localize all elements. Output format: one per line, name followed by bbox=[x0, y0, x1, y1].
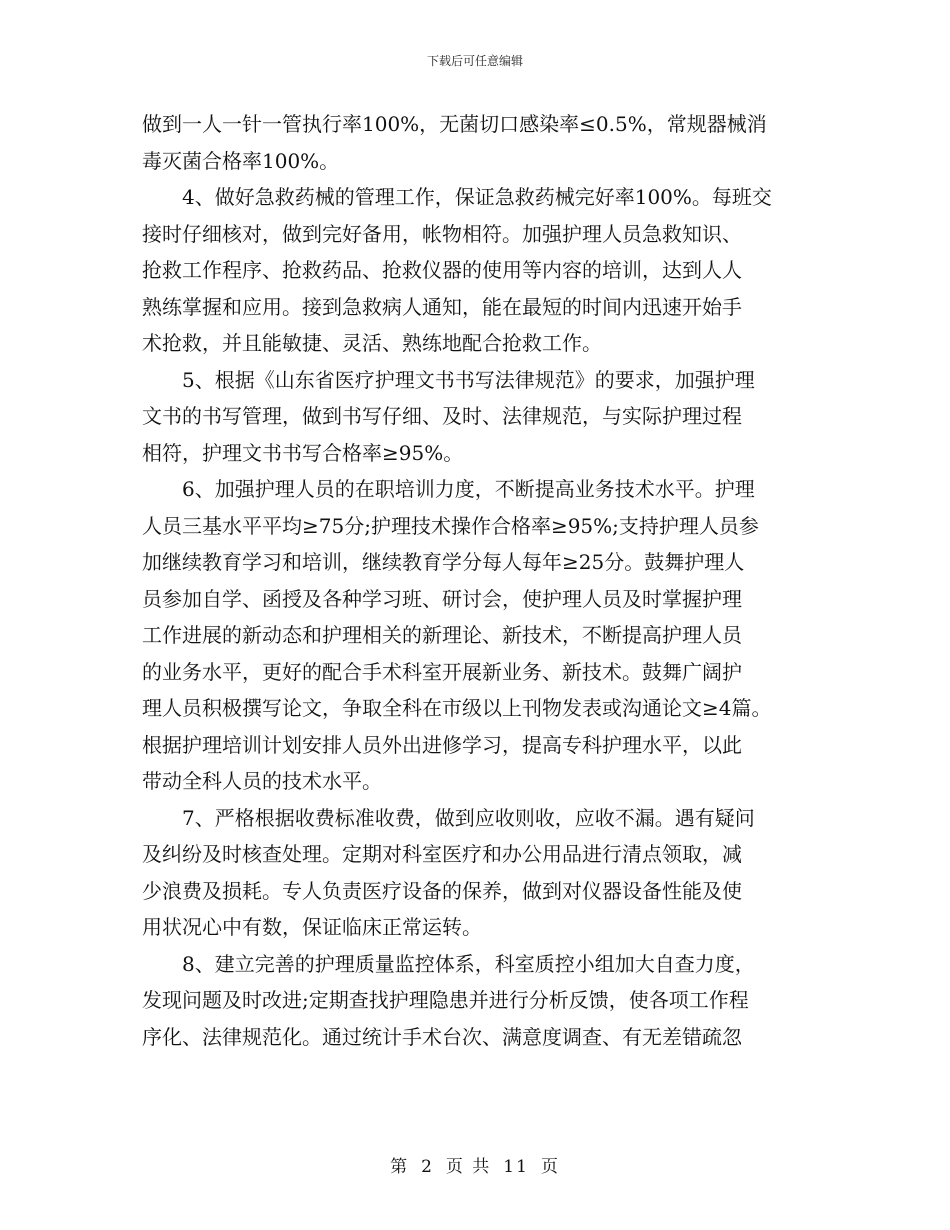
text-line: 文书的书写管理，做到书写仔细、及时、法律规范，与实际护理过程 bbox=[142, 404, 742, 428]
text-line: 用状况心中有数，保证临床正常运转。 bbox=[142, 915, 482, 939]
text-line: 理人员积极撰写论文，争取全科在市级以上刊物发表或沟通论文≥4篇。 bbox=[142, 696, 772, 720]
footer-prefix: 第 bbox=[390, 1157, 410, 1177]
text-line: 少浪费及损耗。专人负责医疗设备的保养，做到对仪器设备性能及使 bbox=[142, 878, 742, 903]
text-line: 的业务水平，更好的配合手术科室开展新业务、新技术。鼓舞广阔护 bbox=[142, 659, 742, 684]
footer-current-page: 2 bbox=[421, 1157, 434, 1177]
text-line: 加继续教育学习和培训，继续教育学分每人每年≥25分。鼓舞护理人 bbox=[142, 550, 745, 574]
text-line: 毒灭菌合格率100%。 bbox=[142, 148, 340, 173]
footer-middle: 页 共 bbox=[445, 1157, 492, 1177]
text-line: 工作进展的新动态和护理相关的新理论、新技术，不断提高护理人员 bbox=[142, 623, 742, 647]
text-line: 7、严格根据收费标准收费，做到应收则收，应收不漏。遇有疑问 bbox=[182, 805, 755, 830]
text-line: 带动全科人员的技术水平。 bbox=[142, 769, 382, 793]
text-line: 熟练掌握和应用。接到急救病人通知，能在最短的时间内迅速开始手 bbox=[142, 294, 742, 319]
text-line: 4、做好急救药械的管理工作，保证急救药械完好率100%。每班交 bbox=[182, 185, 772, 209]
text-line: 发现问题及时改进;定期查找护理隐患并进行分析反馈，使各项工作程 bbox=[142, 988, 749, 1012]
text-line: 及纠纷及时核查处理。定期对科室医疗和办公用品进行清点领取，减 bbox=[142, 842, 742, 866]
footer-total-pages: 11 bbox=[503, 1157, 529, 1177]
text-line: 5、根据《山东省医疗护理文书书写法律规范》的要求，加强护理 bbox=[182, 367, 755, 392]
text-line: 术抢救，并且能敏捷、灵活、熟练地配合抢救工作。 bbox=[142, 331, 602, 355]
text-line: 6、加强护理人员的在职培训力度，不断提高业务技术水平。护理 bbox=[182, 477, 755, 501]
text-line: 序化、法律规范化。通过统计手术台次、满意度调查、有无差错疏忽 bbox=[142, 1024, 742, 1049]
text-line: 8、建立完善的护理质量监控体系，科室质控小组加大自查力度， bbox=[182, 951, 755, 976]
text-line: 相符，护理文书书写合格率≥95%。 bbox=[142, 440, 464, 465]
page-footer bbox=[0, 1152, 950, 1177]
text-line: 员参加自学、函授及各种学习班、研讨会，使护理人员及时掌握护理 bbox=[142, 586, 742, 611]
text-line: 做到一人一针一管执行率100%，无菌切口感染率≤0.5%，常规器械消 bbox=[142, 112, 767, 136]
footer-suffix: 页 bbox=[540, 1157, 560, 1177]
document-body bbox=[142, 106, 832, 1055]
text-line: 抢救工作程序、抢救药品、抢救仪器的使用等内容的培训，达到人人 bbox=[142, 258, 742, 282]
text-line: 人员三基水平平均≥75分;护理技术操作合格率≥95%;支持护理人员参 bbox=[142, 513, 759, 538]
header-note: 下载后可任意编辑 bbox=[426, 54, 523, 68]
text-line: 接时仔细核对，做到完好备用，帐物相符。加强护理人员急救知识、 bbox=[142, 221, 742, 246]
text-line: 根据护理培训计划安排人员外出进修学习，提高专科护理水平，以此 bbox=[142, 732, 742, 757]
